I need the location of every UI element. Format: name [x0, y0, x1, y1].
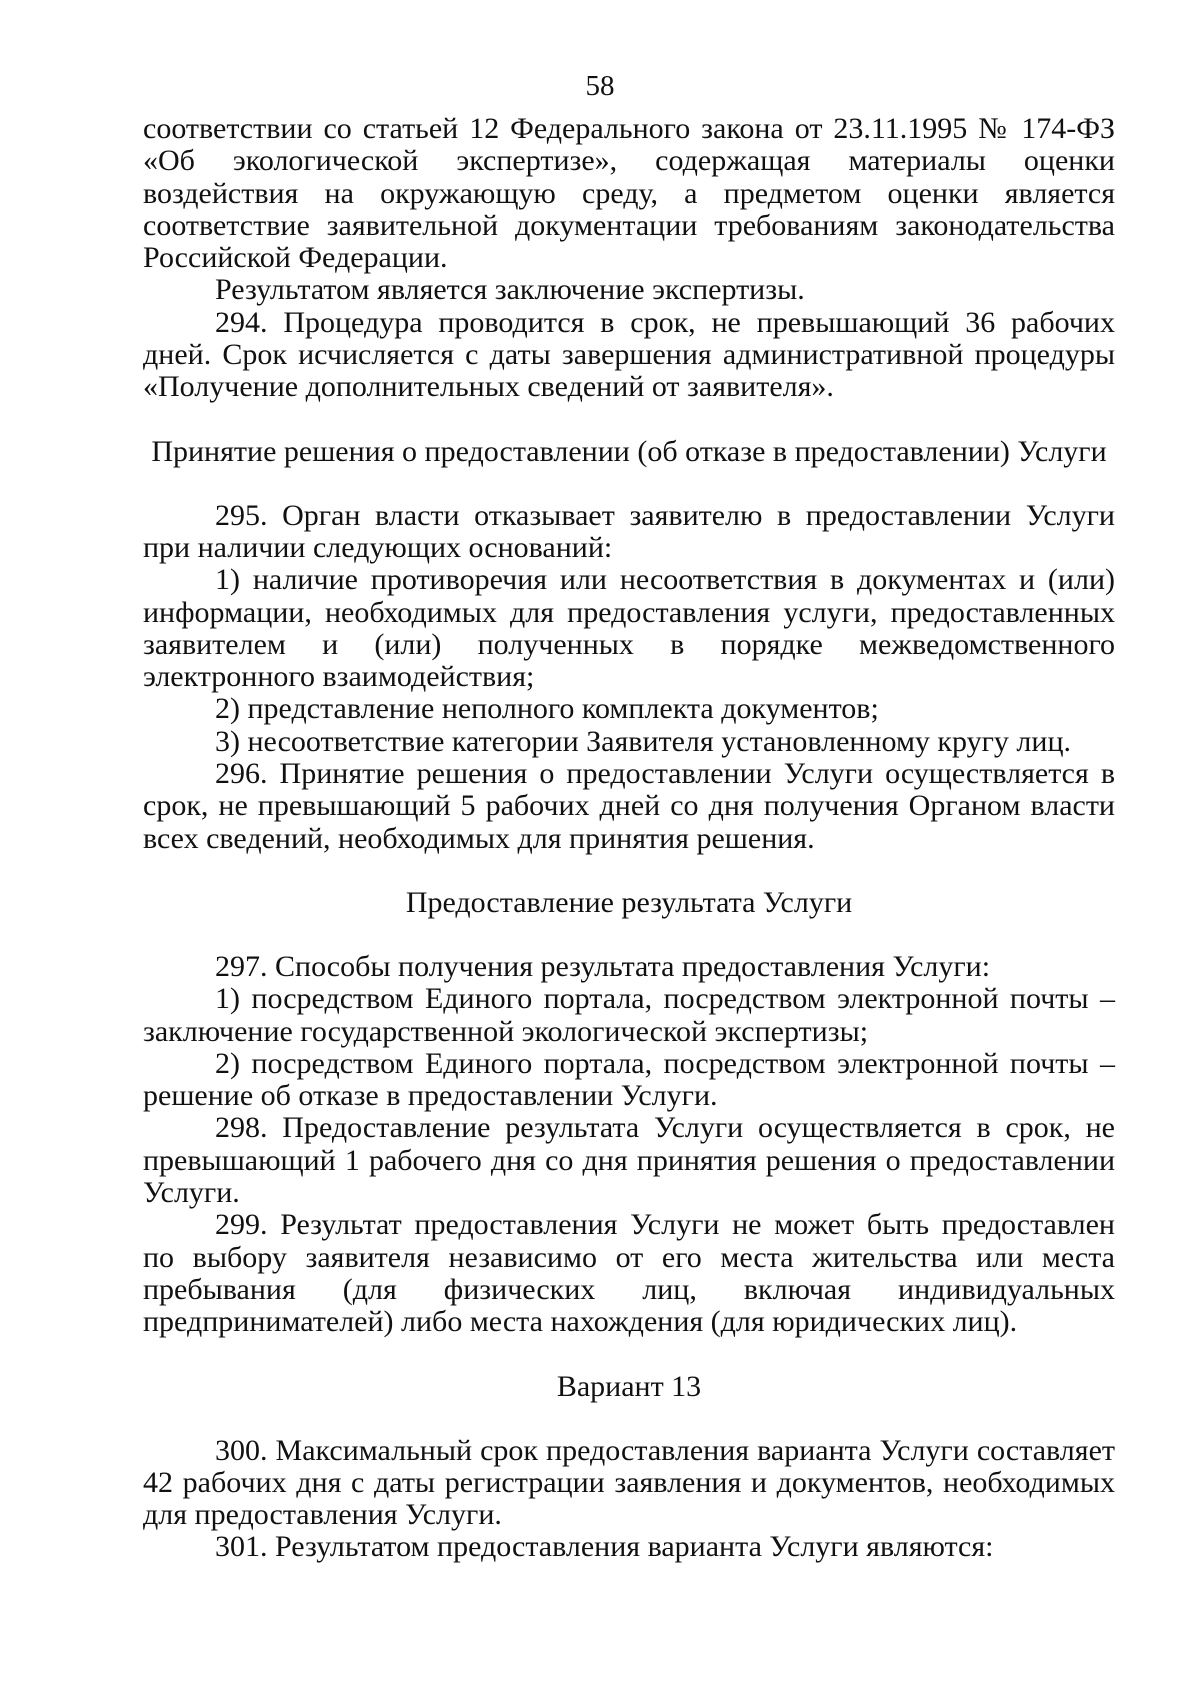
paragraph-299: 299. Результат предоставления Услуги не может быть предоставлен по выбору заявителя независимо от его места жительства или места пребывания (для физических лиц, включая индивидуальных предпринимателей) либо места нахождения (для юридических лиц).	[143, 1208, 1115, 1339]
section-heading-decision: Принятие решения о предоставлении (об отказе в предоставлении) Услуги	[151, 434, 1107, 468]
paragraph-301: 301. Результатом предоставления варианта Услуги являются:	[215, 1530, 994, 1564]
list-item-297-2: 2) посредством Единого портала, посредством электронной почты – решение об отказе в предоставлении Услуги.	[143, 1046, 1115, 1113]
paragraph-continuation: соответствии со статьей 12 Федерального закона от 23.11.1995 № 174-ФЗ «Об экологической экспертизе», содержащая материалы оценки воздействия на окружающую среду, а предметом оценки является соответствие заявительной документации требованиям законодательства Российской Федерации.	[143, 112, 1115, 275]
page-number: 58	[585, 70, 615, 102]
paragraph-297: 297. Способы получения результата предоставления Услуги:	[215, 949, 991, 983]
list-item-297-1: 1) посредством Единого портала, посредством электронной почты – заключение государственной экологической экспертизы;	[143, 982, 1115, 1048]
section-heading-variant-13: Вариант 13	[556, 1369, 702, 1403]
paragraph-result: Результатом является заключение экспертизы.	[215, 273, 805, 307]
list-item-295-3: 3) несоответствие категории Заявителя установленному кругу лиц.	[215, 724, 1071, 758]
paragraph-295: 295. Орган власти отказывает заявителю в предоставлении Услуги при наличии следующих оснований:	[143, 498, 1115, 564]
section-heading-result: Предоставление результата Услуги	[405, 885, 853, 919]
document-body	[143, 113, 1115, 1564]
paragraph-296: 296. Принятие решения о предоставлении Услуги осуществляется в срок, не превышающий 5 рабочих дней со дня получения Органом власти всех сведений, необходимых для принятия решения.	[143, 757, 1115, 855]
paragraph-300: 300. Максимальный срок предоставления варианта Услуги составляет 42 рабочих дня с даты регистрации заявления и документов, необходимых для предоставления Услуги.	[143, 1433, 1115, 1532]
list-item-295-1: 1) наличие противоречия или несоответствия в документах и (или) информации, необходимых для предоставления услуги, предоставленных заявителем и (или) полученных в порядке межведомственного электронного взаимодействия;	[143, 563, 1115, 694]
paragraph-298: 298. Предоставление результата Услуги осуществляется в срок, не превышающий 1 рабочего дня со дня принятия решения о предоставлении Услуги.	[143, 1111, 1115, 1210]
paragraph-294: 294. Процедура проводится в срок, не превышающий 36 рабочих дней. Срок исчисляется с даты завершения административной процедуры «Получение дополнительных сведений от заявителя».	[143, 305, 1115, 404]
list-item-295-2: 2) представление неполного комплекта документов;	[215, 692, 879, 726]
